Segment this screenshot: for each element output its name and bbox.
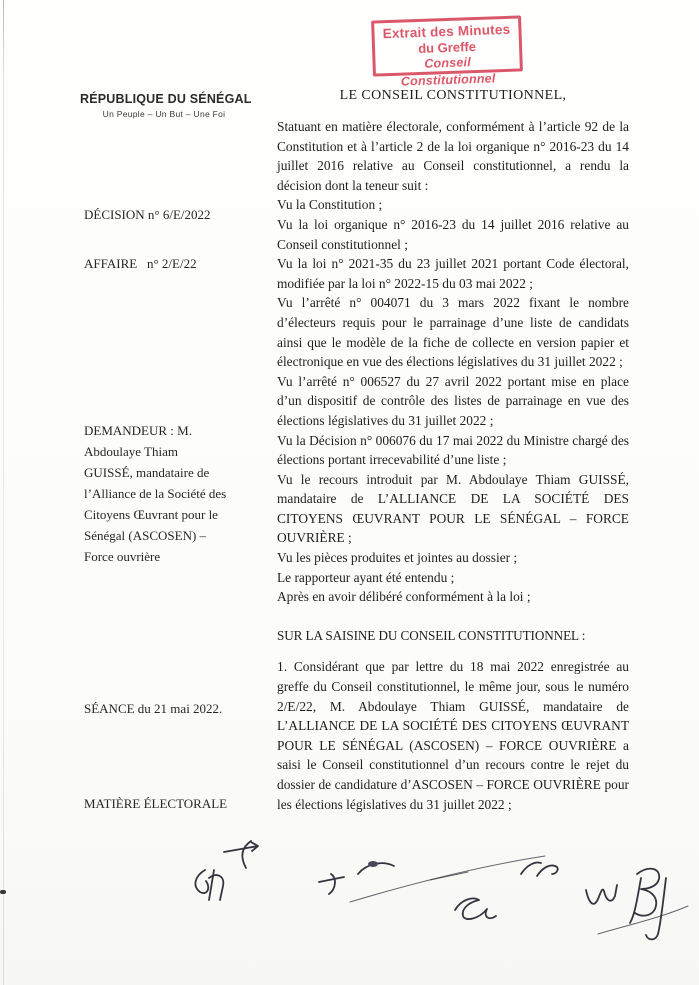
republic-header — [80, 92, 252, 119]
stamp-line-1: Extrait des Minutes — [382, 21, 511, 42]
vu-item: Vu les pièces produites et jointes au dossier ; — [277, 550, 518, 566]
stamp-line-3: Conseil Constitutionnel — [400, 55, 496, 89]
vu-item: Vu la Décision n° 006076 du 17 mai 2022 du Ministre chargé des élections portant irrecevabilité d’une liste ; — [277, 432, 629, 468]
session-date: SÉANCE du 21 mai 2022. — [84, 701, 223, 716]
petitioner-line: GUISSÉ, mandataire de — [84, 465, 210, 480]
national-motto: Un Peuple – Un But – Une Foi — [102, 109, 226, 119]
initial-mark-icon — [521, 862, 558, 876]
council-heading: LE CONSEIL CONSTITUTIONNEL, — [339, 88, 567, 103]
signature-icon — [630, 869, 659, 923]
vu-item: Vu l’arrêté n° 004071 du 3 mars 2022 fixant le nombre d’électeurs requis pour le parrainage d’une liste de candidats ainsi que le modèle de la fiche de collecte en version papier et électronique en vue des élections législatives du 31 juillet 2022 ; — [277, 295, 629, 370]
vu-item: Vu le recours introduit par M. Abdoulaye Thiam GUISSÉ, mandataire de L’ALLIANCE DE LA SOCIÉTÉ DES CITOYENS ŒUVRANT POUR LE SÉNÉGAL – FORCE OUVRIÈRE ; — [277, 471, 629, 546]
section-heading-saisine: SUR LA SAISINE DU CONSEIL CONSTITUTIONNEL : — [277, 627, 586, 643]
decision-body — [277, 88, 629, 814]
matter-type: MATIÈRE ÉLECTORALE — [84, 796, 228, 811]
vu-item: Vu l’arrêté n° 006527 du 27 avril 2022 portant mise en place d’un dispositif de contrôle des listes de parrainage en vue des élections législatives du 31 juillet 2022 ; — [277, 373, 629, 428]
initial-mark-icon — [195, 870, 223, 900]
petitioner-line: Force ouvrière — [84, 549, 161, 564]
petitioner-line: l’Alliance de la Société des — [84, 486, 227, 501]
republic-title: RÉPUBLIQUE DU SÉNÉGAL — [80, 92, 252, 106]
stamp-line-2: du Greffe — [417, 38, 477, 57]
initial-mark-icon — [224, 842, 258, 852]
petitioner-block — [84, 420, 264, 567]
vu-item: Vu la Constitution ; — [277, 197, 383, 213]
pen-stroke — [598, 906, 688, 934]
case-number: AFFAIRE n° 2/E/22 — [84, 256, 197, 271]
considerant-paragraph: 1. Considérant que par lettre du 18 mai 2022 enregistrée au greffe du Conseil constitutionnel, le même jour, sous le numéro 2/E/22, M. Abdoulaye Thiam GUISSÉ, mandataire de L’ALLIANCE DE LA SOCIÉTÉ DES CITOYENS ŒUVRANT POUR LE SÉNÉGAL (ASCOSEN) – FORCE OUVRIÈRE a saisi le Conseil constitutionnel d’un recours contre le rejet du dossier de candidature d’ASCOSEN – FORCE OUVRIÈRE pour les élections législatives du 31 juillet 2022 ; — [277, 659, 629, 812]
petitioner-line: Sénégal (ASCOSEN) – — [84, 528, 207, 543]
petitioner-line: Citoyens Œuvrant pour le — [84, 507, 218, 522]
vu-item: Le rapporteur ayant été entendu ; — [277, 569, 455, 585]
vu-item: Vu la loi n° 2021-35 du 23 juillet 2021 portant Code électoral, modifiée par la loi n° 2022-15 du 03 mai 2022 ; — [277, 256, 629, 291]
initial-mark-icon — [319, 874, 344, 894]
vu-item: Vu la loi organique n° 2016-23 du 14 juillet 2016 relative au Conseil constitutionnel ; — [277, 216, 629, 252]
ink-blob — [368, 861, 378, 867]
decision-number: DÉCISION n° 6/E/2022 — [84, 207, 211, 222]
intro-paragraph: Statuant en matière électorale, conformément à l’article 92 de la Constitution et à l’article 2 de la loi organique n° 2016-23 du 14 juillet 2016 relative au Conseil constitutionnel, a rendu la décision dont la teneur suit : — [277, 119, 629, 193]
initial-mark-icon — [242, 841, 251, 868]
signature-ink-marks — [0, 828, 699, 985]
initial-mark-icon — [455, 898, 496, 919]
greffe-stamp — [371, 15, 523, 89]
pen-stroke — [430, 872, 468, 880]
vu-item: Après en avoir délibéré conformément à la loi ; — [277, 589, 531, 605]
signature-icon — [586, 885, 617, 904]
petitioner-line: DEMANDEUR : M. — [84, 423, 192, 438]
petitioner-line: Abdoulaye Thiam — [84, 444, 178, 459]
